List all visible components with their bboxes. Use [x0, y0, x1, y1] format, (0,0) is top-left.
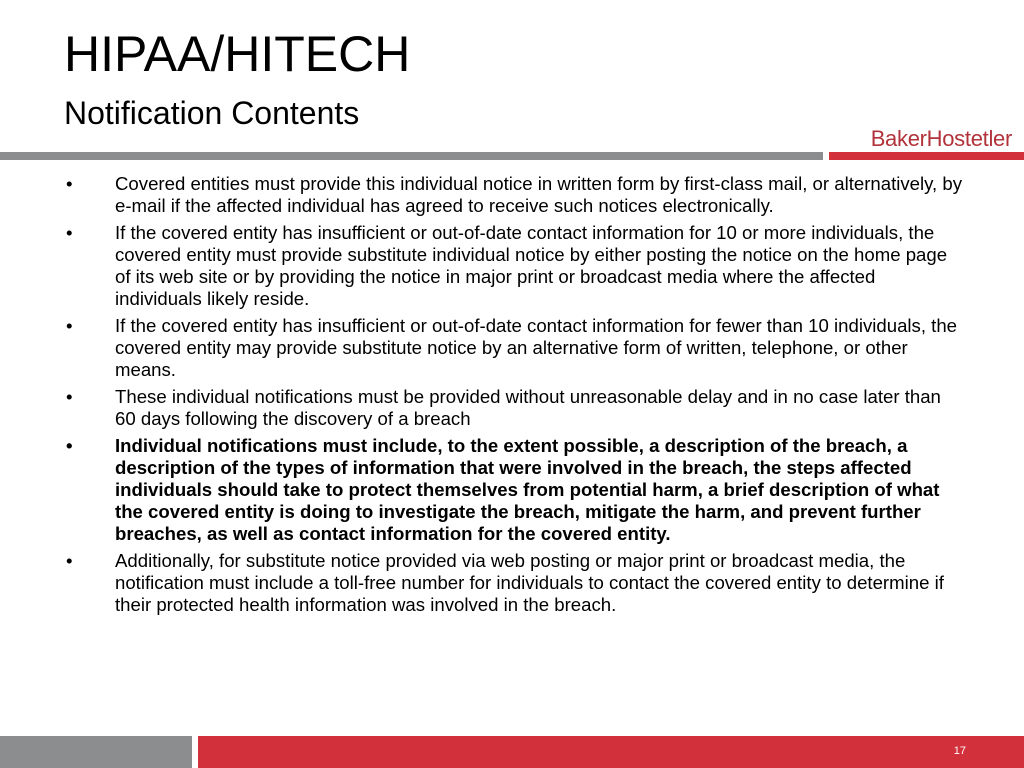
bullet-item [0, 315, 1024, 381]
bullet-text: If the covered entity has insufficient or out-of-date contact information for fewer than 10 individuals, the covered entity may provide substitute notice by an alternative form of written, telephone, or other means. [115, 315, 958, 380]
bullet-dot-icon: • [66, 315, 73, 336]
bullet-text: Covered entities must provide this individual notice in written form by first-class mail, or alternatively, by e-mail if the affected individual has agreed to receive such notices electronically. [115, 173, 963, 216]
bullet-text: Additionally, for substitute notice provided via web posting or major print or broadcast media, the notification must include a toll-free number for individuals to contact the covered entity to determine if their protected health information was involved in the breach. [115, 550, 944, 615]
bullet-dot-icon: • [66, 435, 73, 456]
bullet-item [0, 386, 1024, 430]
footer-bar-red [198, 736, 1024, 768]
slide-title: HIPAA/HITECH [64, 26, 411, 82]
page-number: 17 [953, 745, 966, 757]
footer-bar-gray [0, 736, 192, 768]
bullet-list [0, 173, 1024, 621]
bullet-dot-icon: • [66, 550, 73, 571]
bullet-dot-icon: • [66, 222, 73, 243]
bullet-dot-icon: • [66, 173, 73, 194]
bullet-item-emphasized [0, 435, 1024, 545]
bullet-item [0, 550, 1024, 616]
bullet-text: If the covered entity has insufficient or out-of-date contact information for 10 or more individuals, the covered entity must provide substitute individual notice by either posting the notice on the home page of its web site or by providing the notice in major print or broadcast media where the affected individuals likely reside. [115, 222, 948, 309]
slide-subtitle: Notification Contents [64, 95, 360, 131]
header-rule-red [829, 152, 1024, 160]
bullet-dot-icon: • [66, 386, 73, 407]
header-rule-gray [0, 152, 823, 160]
bakerhostetler-logo: BakerHostetler [870, 126, 1012, 151]
bullet-text: These individual notifications must be provided without unreasonable delay and in no case later than 60 days following the discovery of a breach [115, 386, 941, 429]
bullet-item [0, 173, 1024, 217]
bullet-item [0, 222, 1024, 310]
bullet-text: Individual notifications must include, to the extent possible, a description of the breach, a description of the types of information that were involved in the breach, the steps affected individuals should take to protect themselves from potential harm, a brief description of what the covered entity is doing to investigate the breach, mitigate the harm, and prevent further breaches, as well as contact information for the covered entity. [115, 435, 940, 544]
